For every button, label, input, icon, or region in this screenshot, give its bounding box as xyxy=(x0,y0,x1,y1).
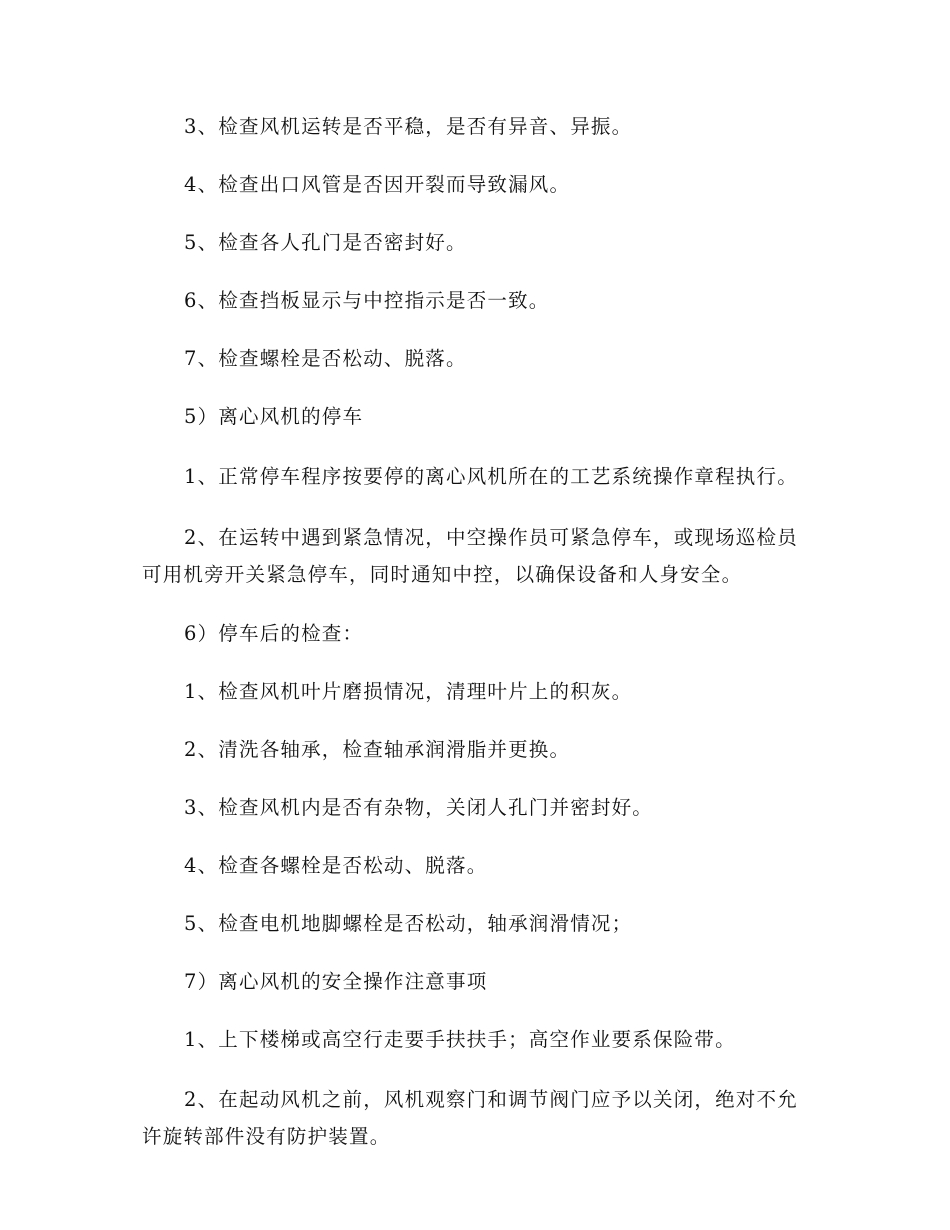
section-heading-fan-shutdown: 5）离心风机的停车 xyxy=(184,405,364,428)
section-heading-safety-notes: 7）离心风机的安全操作注意事项 xyxy=(184,970,488,993)
paragraph-check-all-bolts: 4、检查各螺栓是否松动、脱落。 xyxy=(184,854,488,877)
paragraph-check-motor-anchor-bolts: 5、检查电机地脚螺栓是否松动，轴承润滑情况； xyxy=(184,912,633,935)
paragraph-close-doors-before-start: 2、在起动风机之前，风机观察门和调节阀门应予以关闭，绝对不允许旋转部件没有防护装置。 xyxy=(142,1088,798,1148)
paragraph-check-fan-operation: 3、检查风机运转是否平稳，是否有异音、异振。 xyxy=(184,115,633,138)
paragraph-handrail-safety: 1、上下楼梯或高空行走要手扶扶手；高空作业要系保险带。 xyxy=(184,1028,736,1051)
paragraph-check-outlet-duct: 4、检查出口风管是否因开裂而导致漏风。 xyxy=(184,173,571,196)
paragraph-check-blade-wear: 1、检查风机叶片磨损情况，清理叶片上的积灰。 xyxy=(184,680,633,703)
paragraph-check-bolts: 7、检查螺栓是否松动、脱落。 xyxy=(184,347,467,370)
paragraph-normal-shutdown: 1、正常停车程序按要停的离心风机所在的工艺系统操作章程执行。 xyxy=(184,465,798,488)
section-heading-post-shutdown-check: 6）停车后的检查： xyxy=(184,622,364,645)
paragraph-check-manhole-doors: 5、检查各人孔门是否密封好。 xyxy=(184,231,467,254)
paragraph-clean-bearings: 2、清洗各轴承，检查轴承润滑脂并更换。 xyxy=(184,738,571,761)
paragraph-check-damper-indication: 6、检查挡板显示与中控指示是否一致。 xyxy=(184,289,550,312)
paragraph-check-debris: 3、检查风机内是否有杂物，关闭人孔门并密封好。 xyxy=(184,796,654,819)
paragraph-emergency-shutdown: 2、在运转中遇到紧急情况，中空操作员可紧急停车，或现场巡检员可用机旁开关紧急停车，同时通知中控，以确保设备和人身安全。 xyxy=(142,526,798,586)
document-body xyxy=(142,110,810,1179)
